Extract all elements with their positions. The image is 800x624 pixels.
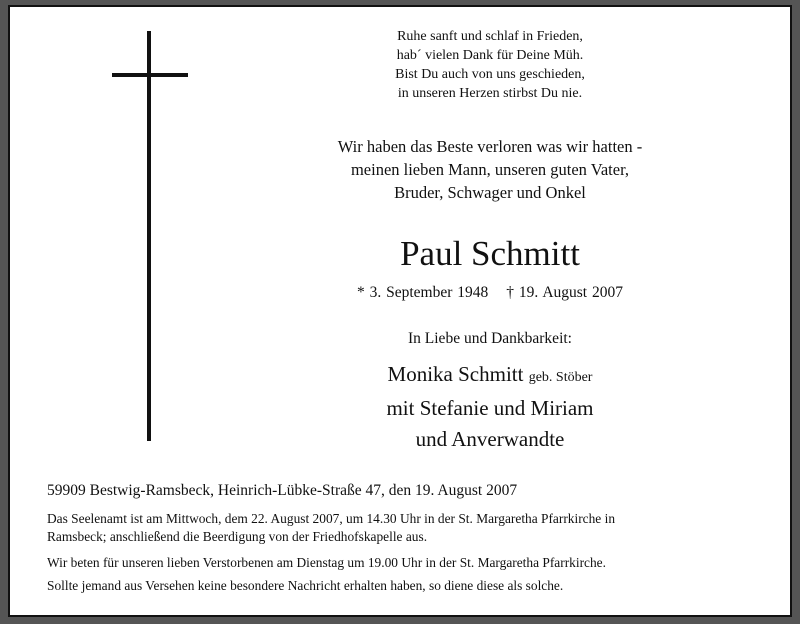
widow-maiden-name: geb. Stöber xyxy=(528,370,593,385)
obituary-notice xyxy=(8,5,792,617)
cross-horizontal-bar xyxy=(112,73,188,77)
widow-name: Monika Schmitt xyxy=(387,362,524,386)
funeral-mass-notice xyxy=(47,510,767,546)
intro-line: meinen lieben Mann, unseren guten Vater, xyxy=(350,160,630,179)
poem-line: in unseren Herzen stirbst Du nie. xyxy=(397,86,583,101)
death-date: † 19. August 2007 xyxy=(506,284,623,301)
life-dates xyxy=(190,283,790,303)
deceased-name: Paul Schmitt xyxy=(400,234,580,273)
widow-line xyxy=(190,359,790,393)
intro-text xyxy=(190,135,790,204)
poem-line: hab´ vielen Dank für Deine Müh. xyxy=(396,48,584,63)
mourners xyxy=(190,359,790,455)
relatives-line: und Anverwandte xyxy=(415,427,565,451)
notice-line: Das Seelenamt ist am Mittwoch, dem 22. August 2007, um 14.30 Uhr in der St. Margaretha Pfarrkirche in xyxy=(47,511,616,526)
cross-vertical-bar xyxy=(147,31,151,441)
poem-line: Bist Du auch von uns geschieden, xyxy=(395,67,585,82)
children-line: mit Stefanie und Miriam xyxy=(386,396,594,420)
intro-line: Wir haben das Beste verloren was wir hatten - xyxy=(337,137,643,156)
gratitude-line: In Liebe und Dankbarkeit: xyxy=(408,330,572,347)
apology-notice: Sollte jemand aus Versehen keine besondere Nachricht erhalten haben, so diene diese als solche. xyxy=(47,578,564,593)
poem-line: Ruhe sanft und schlaf in Frieden, xyxy=(397,29,583,44)
address-line: 59909 Bestwig-Ramsbeck, Heinrich-Lübke-Straße 47, den 19. August 2007 xyxy=(47,482,518,499)
prayer-notice: Wir beten für unseren lieben Verstorbenen am Dienstag um 19.00 Uhr in der St. Margaretha Pfarrkirche. xyxy=(47,555,606,570)
notice-line: Ramsbeck; anschließend die Beerdigung von der Friedhofskapelle aus. xyxy=(47,529,428,544)
birth-date: * 3. September 1948 xyxy=(357,284,489,301)
poem xyxy=(190,27,790,103)
intro-line: Bruder, Schwager und Onkel xyxy=(394,183,586,202)
